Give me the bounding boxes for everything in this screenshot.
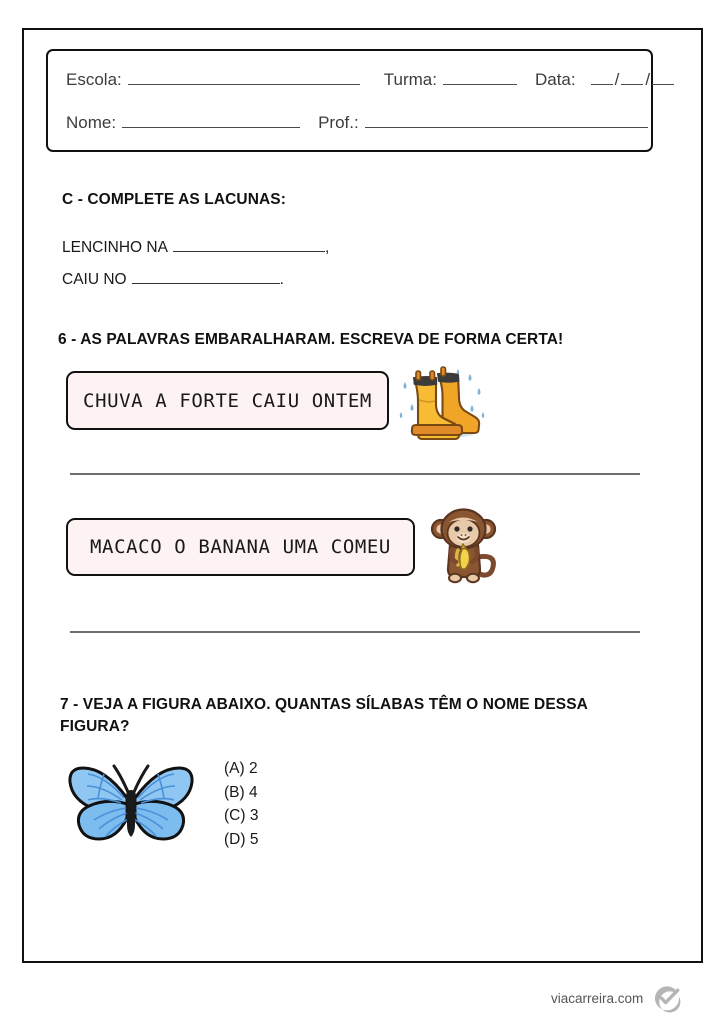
nome-input-line[interactable]	[122, 127, 300, 128]
fill-blank-prefix-2: CAIU NO	[62, 271, 127, 288]
check-circle-icon	[652, 983, 682, 1013]
fill-blank-suffix-2: .	[279, 271, 284, 288]
scrambled-sentence-box-2: MACACO O BANANA UMA COMEU	[66, 518, 415, 576]
site-url-label: viacarreira.com	[551, 990, 644, 1006]
data-month-line[interactable]	[621, 84, 643, 85]
turma-input-line[interactable]	[443, 84, 517, 85]
question-6-heading: 6 - AS PALAVRAS EMBARALHARAM. ESCREVA DE FORMA CERTA!	[58, 331, 564, 348]
answer-line-1[interactable]	[70, 473, 640, 475]
fill-blank-input-2[interactable]	[132, 283, 280, 284]
data-label: Data:	[534, 70, 576, 89]
fill-blank-suffix-1: ,	[324, 239, 330, 256]
rain-boots-icon	[392, 360, 492, 440]
escola-input-line[interactable]	[128, 84, 360, 85]
answer-line-2[interactable]	[70, 631, 640, 633]
data-year-line[interactable]	[652, 84, 674, 85]
fill-blank-line-2	[62, 271, 284, 289]
question-7-options	[224, 757, 258, 851]
prof-input-line[interactable]	[365, 127, 648, 128]
option-c[interactable]: (C) 3	[224, 807, 259, 825]
student-identification-box	[46, 49, 653, 152]
prof-label: Prof.:	[318, 113, 359, 132]
date-separator-2: /	[645, 70, 651, 89]
fill-blank-line-1	[62, 239, 329, 257]
nome-label: Nome:	[66, 113, 117, 132]
option-d[interactable]: (D) 5	[224, 830, 259, 848]
turma-label: Turma:	[383, 70, 437, 89]
footer-branding	[551, 983, 682, 1013]
monkey-with-banana-icon	[428, 505, 500, 587]
option-a[interactable]: (A) 2	[224, 760, 258, 777]
option-b[interactable]: (B) 4	[224, 783, 258, 801]
date-separator-1: /	[614, 70, 620, 89]
section-c-heading: C - COMPLETE AS LACUNAS:	[62, 191, 286, 208]
question-7-heading: 7 - VEJA A FIGURA ABAIXO. QUANTAS SÍLABAS TÊM O NOME DESSA FIGURA?	[60, 696, 588, 735]
identification-row-top	[66, 70, 675, 90]
escola-label: Escola:	[66, 70, 122, 89]
data-day-line[interactable]	[591, 84, 613, 85]
butterfly-icon	[64, 748, 198, 856]
identification-row-bottom	[66, 113, 652, 133]
fill-blank-input-1[interactable]	[173, 251, 325, 252]
fill-blank-prefix-1: LENCINHO NA	[62, 239, 168, 256]
scrambled-sentence-box-1: CHUVA A FORTE CAIU ONTEM	[66, 371, 389, 430]
